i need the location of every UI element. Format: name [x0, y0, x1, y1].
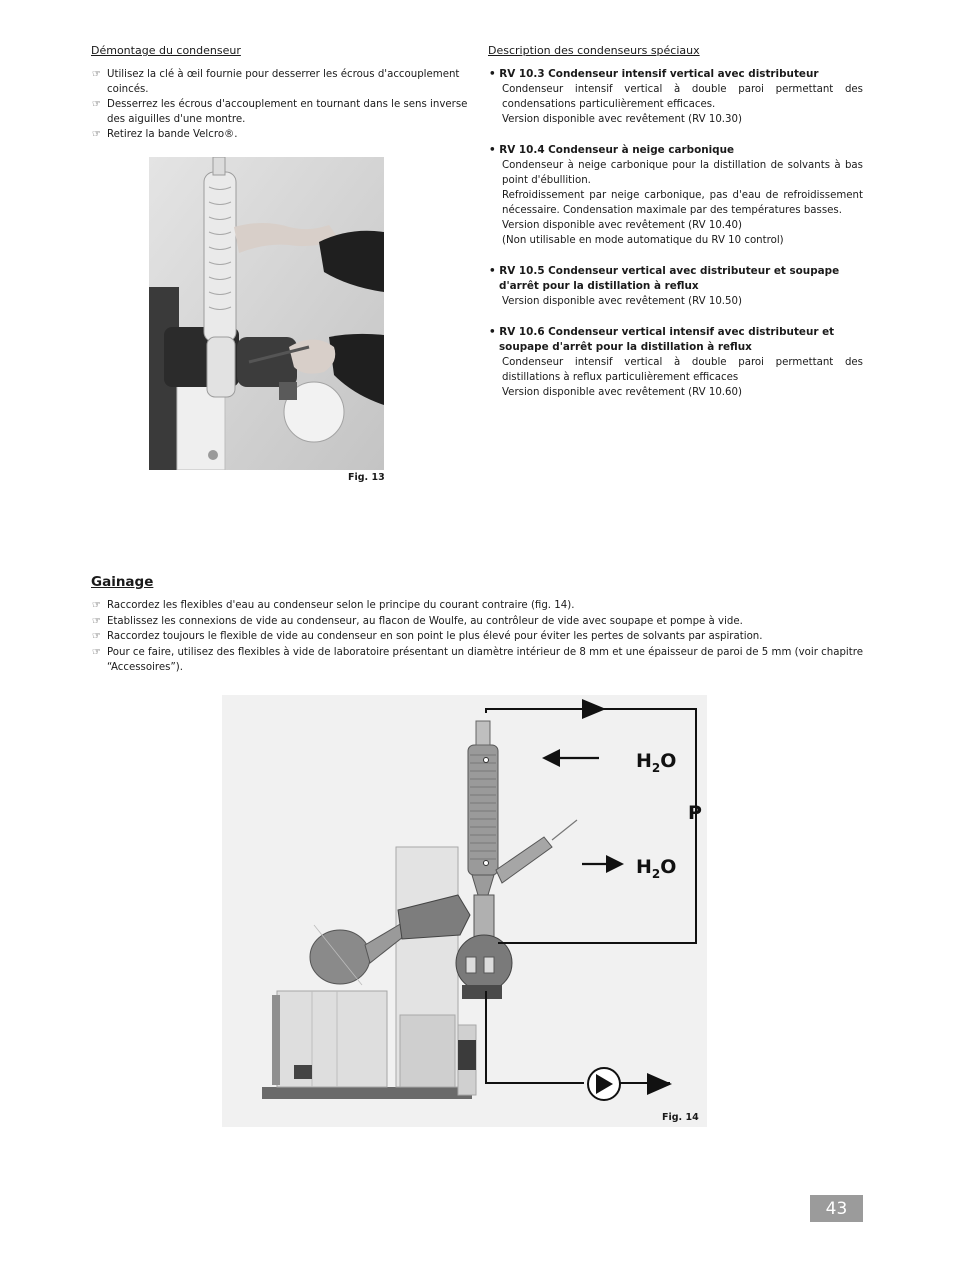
figure-13-caption: Fig. 13	[348, 472, 385, 483]
pointing-hand-icon: ☞	[92, 631, 101, 642]
pointing-hand-icon: ☞	[92, 615, 101, 627]
list-item	[92, 598, 863, 614]
item-title: • RV 10.6 Condenseur vertical intensif avec distributeur et soupape d'arrêt pour la distillation à reflux	[489, 326, 835, 353]
section-heading-condenseurs: Description des condenseurs spéciaux	[488, 44, 700, 57]
demontage-bullet-list	[92, 67, 470, 142]
item-line: Condenseur à neige carbonique pour la distillation de solvants à bas point d'ébullition.	[502, 160, 863, 186]
p-label: P	[688, 802, 702, 824]
rotary-evaporator-tubing-diagram	[222, 695, 712, 1130]
condenser	[468, 745, 498, 875]
item-title: • RV 10.4 Condenseur à neige carbonique	[489, 144, 735, 156]
bullet-text: Utilisez la clé à œil fournie pour desserrer les écrous d'accouplement coincés.	[107, 69, 460, 95]
bullet-text: Desserrez les écrous d'accouplement en tournant dans le sens inverse des aiguilles d'une montre.	[107, 99, 468, 125]
item-title: • RV 10.3 Condenseur intensif vertical avec distributeur	[489, 68, 819, 80]
list-item	[489, 143, 863, 248]
item-title-text: RV 10.3 Condenseur intensif vertical avec distributeur	[499, 68, 819, 80]
pointing-hand-icon: ☞	[92, 99, 101, 110]
condenser-removal-illustration	[149, 157, 384, 470]
h2o-label-top: $H_2O$	[636, 750, 677, 775]
page-number: 43	[810, 1195, 863, 1222]
item-title-text: RV 10.5 Condenseur vertical avec distributeur et soupape d'arrêt pour la distillation à reflux	[499, 265, 840, 292]
item-line: Version disponible avec revêtement (RV 10.60)	[502, 387, 742, 398]
figure-13-photo	[149, 157, 384, 470]
list-item	[92, 614, 863, 630]
item-title-text: RV 10.6 Condenseur vertical intensif avec distributeur et soupape d'arrêt pour la distillation à reflux	[499, 326, 835, 353]
h2o-label-bottom: $H_2O$	[636, 856, 677, 881]
pointing-hand-icon: ☞	[92, 69, 101, 80]
bullet-text: Etablissez les connexions de vide au condenseur, au flacon de Woulfe, au contrôleur de vide avec soupape et pompe à vide.	[107, 615, 743, 627]
condenser-description-list	[489, 67, 863, 416]
pointing-hand-icon: ☞	[92, 646, 101, 658]
figure-14-diagram	[222, 695, 712, 1130]
list-item	[489, 264, 863, 309]
item-line: (Non utilisable en mode automatique du RV 10 control)	[502, 235, 784, 246]
item-line: Condenseur intensif vertical à double paroi permettant des distillations à reflux particulièrement efficaces	[502, 357, 863, 383]
list-item	[92, 645, 863, 676]
list-item	[92, 97, 470, 127]
item-line: Version disponible avec revêtement (RV 10.30)	[502, 114, 742, 125]
section-heading-gainage: Gainage	[91, 574, 154, 590]
item-line: Refroidissement par neige carbonique, pas d'eau de refroidissement nécessaire. Condensation maximale par des températures basses.	[502, 190, 863, 216]
pointing-hand-icon: ☞	[92, 129, 101, 140]
list-item	[92, 629, 863, 645]
bullet-text: Pour ce faire, utilisez des flexibles à vide de laboratoire présentant un diamètre intérieur de 8 mm et une épaisseur de paroi de 5 mm (voir chapitre “Accessoires”).	[107, 646, 863, 673]
list-item	[92, 67, 470, 97]
bullet-text: Raccordez les flexibles d'eau au condenseur selon le principe du courant contraire (fig. 14).	[107, 600, 575, 611]
pointing-hand-icon: ☞	[92, 600, 101, 611]
item-line: Version disponible avec revêtement (RV 10.40)	[502, 220, 742, 231]
item-title: • RV 10.5 Condenseur vertical avec distributeur et soupape d'arrêt pour la distillation à reflux	[489, 265, 840, 292]
bullet-text: Retirez la bande Velcro®.	[107, 129, 238, 140]
list-item	[489, 67, 863, 127]
figure-14-caption: Fig. 14	[662, 1112, 699, 1123]
device-base	[262, 1087, 472, 1099]
bullet-text: Raccordez toujours le flexible de vide au condenseur en son point le plus élevé pour éviter les pertes de solvants par aspiration.	[107, 631, 763, 642]
item-line: Version disponible avec revêtement (RV 10.50)	[502, 296, 742, 307]
list-item	[92, 127, 470, 142]
gainage-bullet-list	[92, 598, 863, 676]
section-heading-demontage: Démontage du condenseur	[91, 44, 241, 57]
item-line: Condenseur intensif vertical à double paroi permettant des condensations particulièrement efficaces.	[502, 84, 863, 110]
list-item	[489, 325, 863, 400]
item-title-text: RV 10.4 Condenseur à neige carbonique	[499, 144, 735, 156]
heating-bath	[277, 991, 387, 1087]
